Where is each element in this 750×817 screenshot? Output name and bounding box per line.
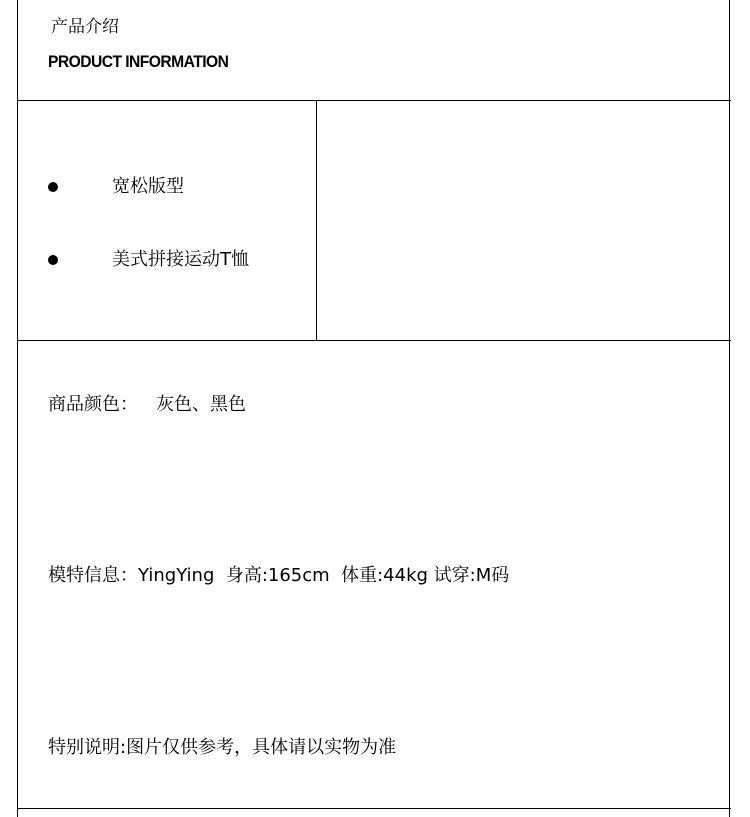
feature-text: 宽松版型 (112, 176, 184, 197)
bullet-dot-icon (48, 255, 58, 265)
special-note: 特别说明:图片仅供参考，具体请以实物为准 (48, 737, 397, 758)
bottom-divider (17, 808, 731, 809)
product-color-row (48, 392, 246, 418)
features-column-divider (316, 100, 317, 340)
product-color-value: 灰色、黑色 (156, 394, 246, 415)
section-title-cn: 产品介绍 (51, 17, 119, 37)
model-info: 模特信息：YingYing 身高:165cm 体重:44kg 试穿:M码 (48, 565, 510, 586)
feature-item (48, 247, 249, 273)
section-title-en: PRODUCT INFORMATION (48, 52, 229, 71)
feature-item (48, 174, 184, 200)
feature-text: 美式拼接运动T恤 (112, 249, 249, 270)
features-divider (17, 340, 731, 341)
product-color-label: 商品颜色： (48, 394, 138, 415)
bullet-dot-icon (48, 182, 58, 192)
header-divider (17, 100, 731, 101)
